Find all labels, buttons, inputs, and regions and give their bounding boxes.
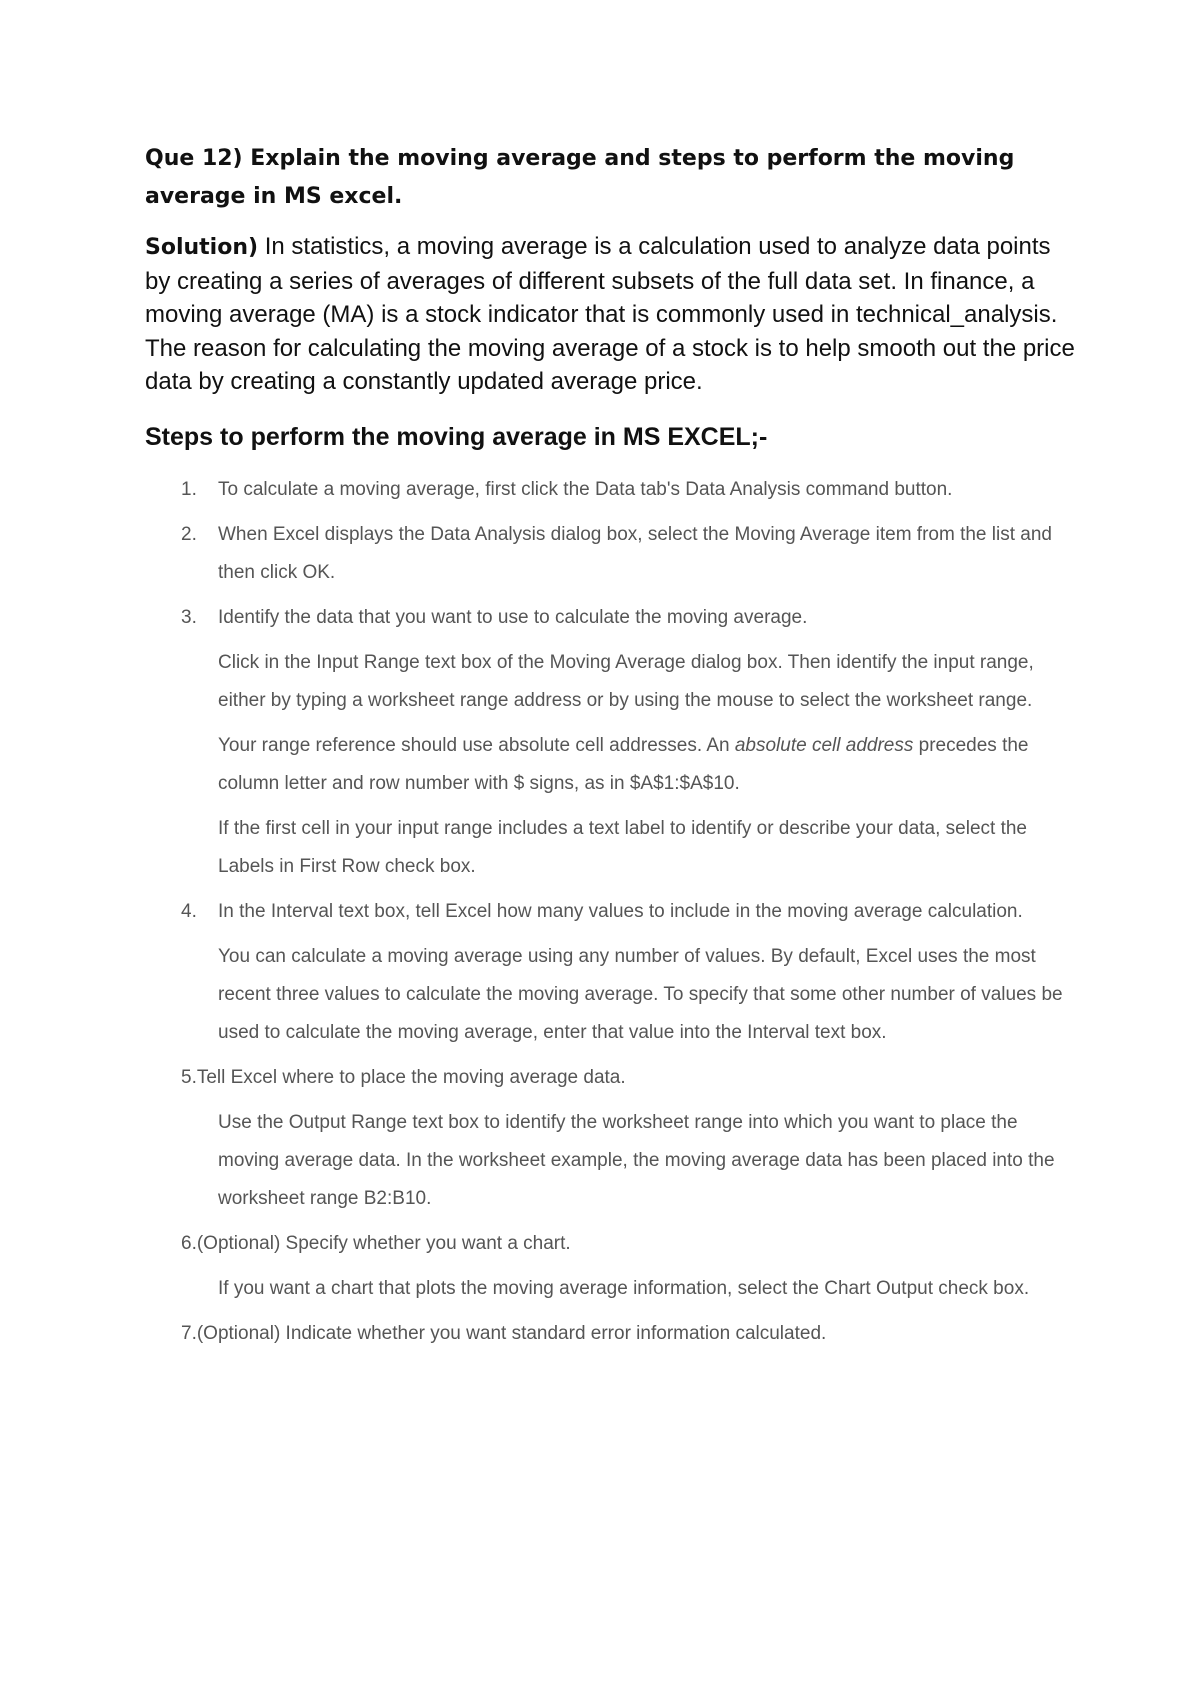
detail-emphasis: absolute cell address (734, 734, 914, 756)
step-6-detail-1: If you want a chart that plots the moving average information, select the Chart Output check box. (218, 1277, 1030, 1299)
step-text: Identify the data that you want to use to calculate the moving average. (218, 606, 808, 628)
step-number: 3. (181, 606, 197, 628)
step-7: 7.(Optional) Indicate whether you want standard error information calculated. (181, 1322, 827, 1344)
step-3-detail-3: If the first cell in your input range includes a text label to identify or describe your data, select the Labels in First Row check box. (218, 817, 1027, 877)
solution-paragraph (145, 230, 1075, 399)
step-4 (145, 893, 1075, 931)
step-5: 5.Tell Excel where to place the moving average data. (181, 1066, 626, 1088)
step-text: When Excel displays the Data Analysis dialog box, select the Moving Average item from the list and then click OK. (218, 523, 1052, 583)
steps-list (145, 471, 1075, 1353)
step-3-detail-1: Click in the Input Range text box of the Moving Average dialog box. Then identify the input range, either by typing a worksheet range address or by using the mouse to select the worksheet range. (218, 651, 1034, 711)
step-text: To calculate a moving average, first click the Data tab's Data Analysis command button. (218, 478, 953, 500)
step-4-detail-1: You can calculate a moving average using any number of values. By default, Excel uses the most recent three values to calculate the moving average. To specify that some other number of values be used to calculate the moving average, enter that value into the Interval text box. (218, 945, 1063, 1043)
step-3-detail-2 (145, 727, 1075, 803)
solution-label: Solution) (145, 235, 259, 260)
question-heading (145, 140, 1075, 216)
detail-text: Your range reference should use absolute cell addresses. An (218, 734, 735, 756)
document-page (145, 140, 1075, 1353)
step-2 (145, 516, 1075, 592)
question-line-1: Que 12) Explain the moving average and steps to perform the moving (145, 146, 1015, 171)
step-text: In the Interval text box, tell Excel how many values to include in the moving average calculation. (218, 900, 1023, 922)
detail-text: precedes the column letter and row number with $ signs, as in $A$1:$A$10. (218, 734, 1029, 794)
solution-text: In statistics, a moving average is a calculation used to analyze data points by creating a series of averages of different subsets of the full data set. In finance, a moving average (MA) is a stock indicator that is commonly used in technical_analysis. The reason for calculating the moving average of a stock is to help smooth out the price data by creating a constantly updated average price. (145, 233, 1075, 395)
step-number: 4. (181, 900, 197, 922)
question-line-2: average in MS excel. (145, 184, 403, 209)
step-6: 6.(Optional) Specify whether you want a chart. (181, 1232, 571, 1254)
steps-heading: Steps to perform the moving average in MS EXCEL;- (145, 422, 768, 451)
step-5-detail-1: Use the Output Range text box to identify the worksheet range into which you want to place the moving average data. In the worksheet example, the moving average data has been placed into the worksheet range B2:B10. (218, 1111, 1055, 1209)
step-number: 1. (181, 478, 197, 500)
step-1 (145, 471, 1075, 509)
step-number: 2. (181, 523, 197, 545)
step-3 (145, 599, 1075, 637)
